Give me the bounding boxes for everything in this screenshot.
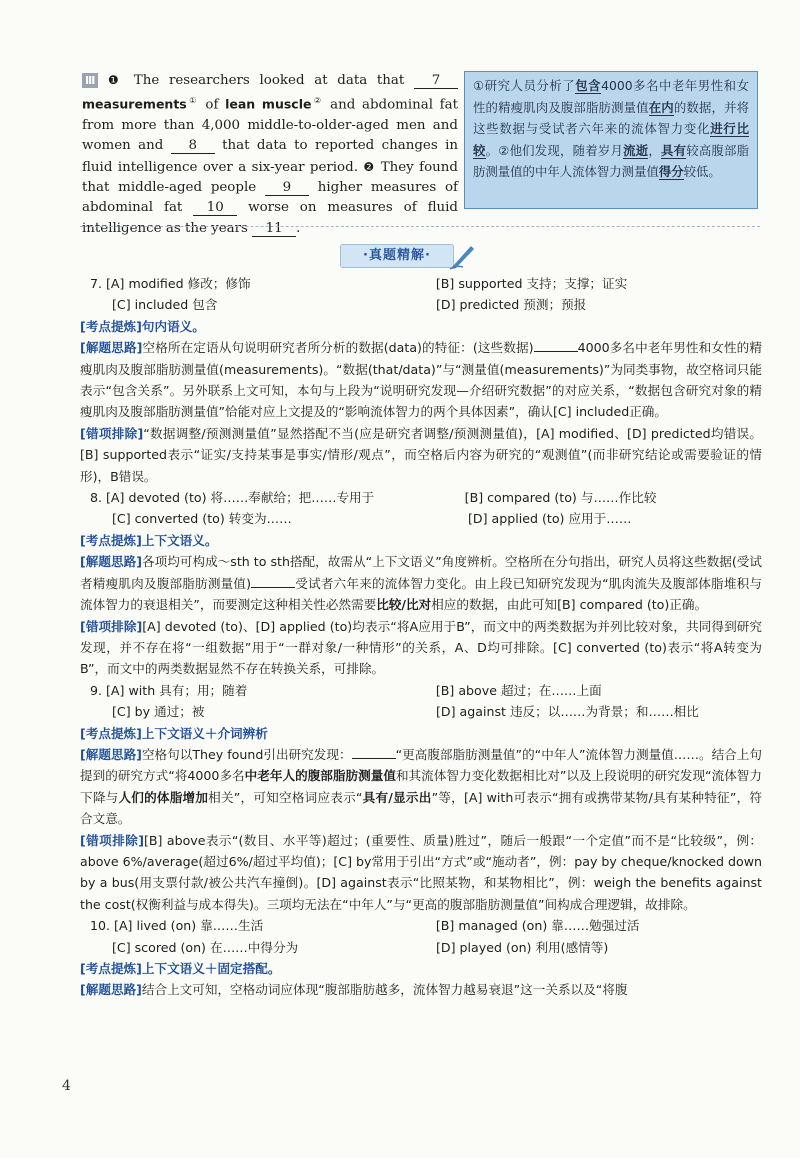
solution-tag: [解题思路] — [80, 554, 142, 570]
solution-emphasis: 中老年人的腹部脂肪测量值 — [244, 768, 396, 784]
solution-text: 各项均可构成～sth to sth搭配，故需从“上下文语义”角度辨析。空格所在分句指出，研究人员将这些数据(受试者精瘦肌肉及腹部脂肪测量值) — [80, 554, 762, 591]
elimination-tag: [错项排除] — [80, 832, 144, 848]
solution-text: 和其流体智力变化数据相比对”以及上段说明的研究发现“流体智力下降与 — [80, 768, 762, 805]
solution-text: “更高腹部脂肪测量值”的“中年人”流体智力测量值……。结合上句提到的研究方式“将4000多名 — [80, 746, 762, 784]
option-b: [B] managed (on) 靠……勉强过活 — [435, 918, 640, 934]
passage-text: . — [296, 220, 301, 236]
key-point — [80, 316, 762, 337]
vocab-marker: ① — [186, 96, 199, 106]
vocab-term-lean-muscle: lean muscle — [225, 96, 312, 112]
option-a: 8. [A] devoted (to) 将……奉献给；把……专用于 — [90, 490, 375, 506]
passage-text: higher measures of abdominal fat — [82, 179, 459, 216]
answer-blank — [534, 340, 578, 352]
key-point-text: 句内语义。 — [141, 318, 205, 334]
elimination-paragraph — [80, 423, 762, 487]
solution-paragraph — [80, 551, 762, 615]
vocab-term-measurements: measurements — [82, 96, 187, 112]
solution-text: 结合上文可知，空格动词应体现“腹部脂肪越多，流体智力越易衰退”这一关系以及“将腹 — [141, 982, 628, 998]
solution-emphasis: 具有/显示出 — [362, 789, 432, 805]
blank-10: 10 — [193, 200, 237, 216]
solution-tag: [解题思路] — [80, 746, 142, 762]
translation-box — [464, 71, 758, 209]
passage-text: and abdominal fat from more than 4,000 middle-to-older-aged men and women and — [82, 97, 458, 154]
solution-paragraph — [80, 744, 762, 830]
vocab-marker: ② — [311, 96, 324, 106]
option-b: [B] above 超过；在……上面 — [435, 682, 602, 698]
option-c: [C] by 通过；被 — [112, 704, 205, 720]
passage-text: They found that middle-aged people — [82, 159, 458, 195]
translation-keyword: 进行比较 — [473, 121, 750, 158]
passage-text: that data to reported changes in fluid intelligence over a six-year period. — [82, 138, 458, 175]
solution-tag: [解题思路] — [80, 982, 142, 998]
options-row — [80, 294, 762, 315]
translation-text: 。②他们发现，随着岁月 — [485, 142, 624, 158]
solution-text: 相应的数据，由此可知[B] compared (to)正确。 — [431, 597, 708, 613]
translation-keyword: 得分 — [658, 164, 684, 180]
section-banner: ·真题精解· — [340, 244, 454, 268]
sentence-number-2: ❷ — [363, 159, 376, 174]
key-point-text: 上下文语义＋固定搭配。 — [141, 961, 281, 976]
solution-paragraph — [80, 337, 762, 423]
solution-paragraph — [80, 979, 762, 1000]
solution-text: ”等，[A] with可表示“拥有或携带某物/具有某种特征”，符合文意。 — [80, 789, 763, 827]
translation-keyword: 在内 — [648, 99, 674, 115]
translation-text: ①研究人员分析了 — [473, 78, 576, 93]
solution-text: 空格所在定语从句说明研究者所分析的数据(data)的特征：(这些数据) — [142, 340, 534, 356]
option-c: [C] scored (on) 在……中得分为 — [112, 939, 299, 955]
option-a: 10. [A] lived (on) 靠……生活 — [90, 918, 264, 934]
answer-explanations — [80, 273, 762, 1001]
option-d: [D] applied (to) 应用于…… — [468, 511, 632, 527]
option-b: [B] supported 支持；支撑；证实 — [435, 276, 628, 291]
translation-text: 4000多名中老年男性和女性的精瘦肌肉及腹部脂肪测量值 — [473, 78, 749, 115]
key-point-tag: [考点提炼] — [80, 961, 142, 976]
options-row — [80, 937, 762, 958]
answer-blank — [352, 747, 396, 759]
solution-text: 受试者六年来的流体智力变化。由上段已知研究发现为“肌肉流失及腹部体脂堆积与流体智力的衰退相关”，而要测定这种相关性必然需要 — [80, 575, 762, 613]
key-point-text: 上下文语义。 — [141, 532, 218, 548]
blank-9: 9 — [265, 180, 309, 196]
elimination-paragraph — [80, 830, 762, 916]
blank-8: 8 — [171, 138, 215, 154]
key-point-tag: [考点提炼] — [80, 318, 142, 334]
key-point — [80, 723, 762, 744]
pen-icon — [447, 240, 477, 270]
key-point-tag: [考点提炼] — [80, 725, 142, 741]
page-number: 4 — [62, 1078, 71, 1094]
elimination-tag: [错项排除] — [80, 425, 144, 441]
solution-tag: [解题思路] — [80, 340, 143, 356]
solution-text: 空格句以They found引出研究发现： — [141, 746, 352, 762]
options-row — [80, 273, 762, 294]
elimination-text: “数据调整/预测测量值”显然搭配不当(应是研究者调整/预测测量值)，[A] modified、[D] predicted均错误。[B] supported表示“证实/支持某事是事实/情形/观点”，而空格后内容为研究的“观测值”(而非研究结论或需要验证的情形)，B错误。 — [80, 425, 762, 484]
option-d: [D] predicted 预测；预报 — [436, 297, 587, 313]
translation-text: 的数据，并将这些数据与受试者六年来的流体智力变化 — [473, 99, 750, 137]
translation-keyword: 具有 — [660, 142, 687, 158]
section-roman-numeral: Ⅲ — [82, 73, 98, 88]
sentence-number-1: ❶ — [102, 73, 125, 87]
elimination-paragraph — [80, 616, 762, 680]
option-d: [D] played (on) 利用(感情等) — [436, 939, 609, 955]
translation-text: 较高腹部脂肪测量值的中年人流体智力测量值 — [473, 142, 750, 180]
translation-keyword: 包含 — [575, 78, 602, 93]
options-row — [80, 915, 762, 936]
key-point — [80, 958, 762, 979]
key-point — [80, 530, 762, 551]
solution-emphasis: 比较/比对 — [376, 597, 432, 613]
option-b: [B] compared (to) 与……作比较 — [464, 490, 657, 506]
elimination-text: [B] above表示“(数目、水平等)超过；(重要性、质量)胜过”，随后一般跟“一个定值”而不是“比较级”，例：above 6%/average(超过6%/超过平均值)；[C] by常用于引出“方式”或“施动者”，例：pay by cheque/knocked down by a bus(用支票付款/被公共汽车撞倒)。[D] against表示“比照某物，和某物相比”，例：weigh the benefits against the cost(权衡利益与成本得失)。三项均无法在“中年人”与“更高的腹部脂肪测量值”间构成合理逻辑，故排除。 — [80, 832, 763, 912]
options-row — [80, 487, 762, 508]
passage-text: The researchers looked at data that — [124, 73, 414, 88]
option-a: 9. [A] with 具有；用；随着 — [90, 682, 248, 698]
option-d: [D] against 违反；以……为背景；和……相比 — [436, 704, 699, 720]
solution-text: 相关”，可知空格词应表示“ — [208, 789, 363, 805]
elimination-text: [A] devoted (to)、[D] applied (to)均表示“将A应用于B”，而文中的两类数据为并列比较对象，共同得到研究发现，并不存在将“一组数据”用于“一群对象/一种情形”的关系，A、D均可排除。[C] converted (to)表示“将A转变为B”，而文中的两类数据显然不存在转换关系，可排除。 — [80, 618, 762, 677]
passage-text: of — [198, 97, 226, 113]
english-passage — [82, 70, 458, 239]
options-row — [80, 508, 762, 529]
section-divider — [80, 226, 760, 227]
translation-text: ， — [648, 142, 661, 158]
elimination-tag: [错项排除] — [80, 618, 143, 634]
option-c: [C] included 包含 — [112, 297, 218, 313]
option-a: 7. [A] modified 修改；修饰 — [90, 276, 251, 291]
answer-blank — [251, 576, 295, 588]
options-row — [80, 680, 762, 701]
passage-text: worse on measures of fluid intelligence as the years — [82, 200, 458, 236]
blank-7: 7 — [414, 73, 458, 89]
key-point-text: 上下文语义＋介词辨析 — [141, 725, 268, 741]
solution-emphasis: 人们的体脂增加 — [118, 789, 209, 805]
translation-keyword: 流逝 — [623, 142, 649, 158]
blank-11: 11 — [252, 221, 296, 237]
option-c: [C] converted (to) 转变为…… — [112, 511, 292, 527]
key-point-tag: [考点提炼] — [80, 532, 142, 548]
options-row — [80, 701, 762, 722]
solution-text: 4000多名中老年男性和女性的精瘦肌肉及腹部脂肪测量值(measurements)。“数据(that/data)”与“测量值(measurements)”为同类事物，故空格词只能表示“包含关系”。另外联系上文可知，本句与上段为“说明研究发现—介绍研究数据”的对应关系，“数据包含研究对象的精瘦肌肉及腹部脂肪测量值”恰能对应上文提及的“影响流体智力的两个具体因素”，确认[C] included正确。 — [80, 340, 762, 420]
translation-text: 较低。 — [683, 164, 721, 180]
